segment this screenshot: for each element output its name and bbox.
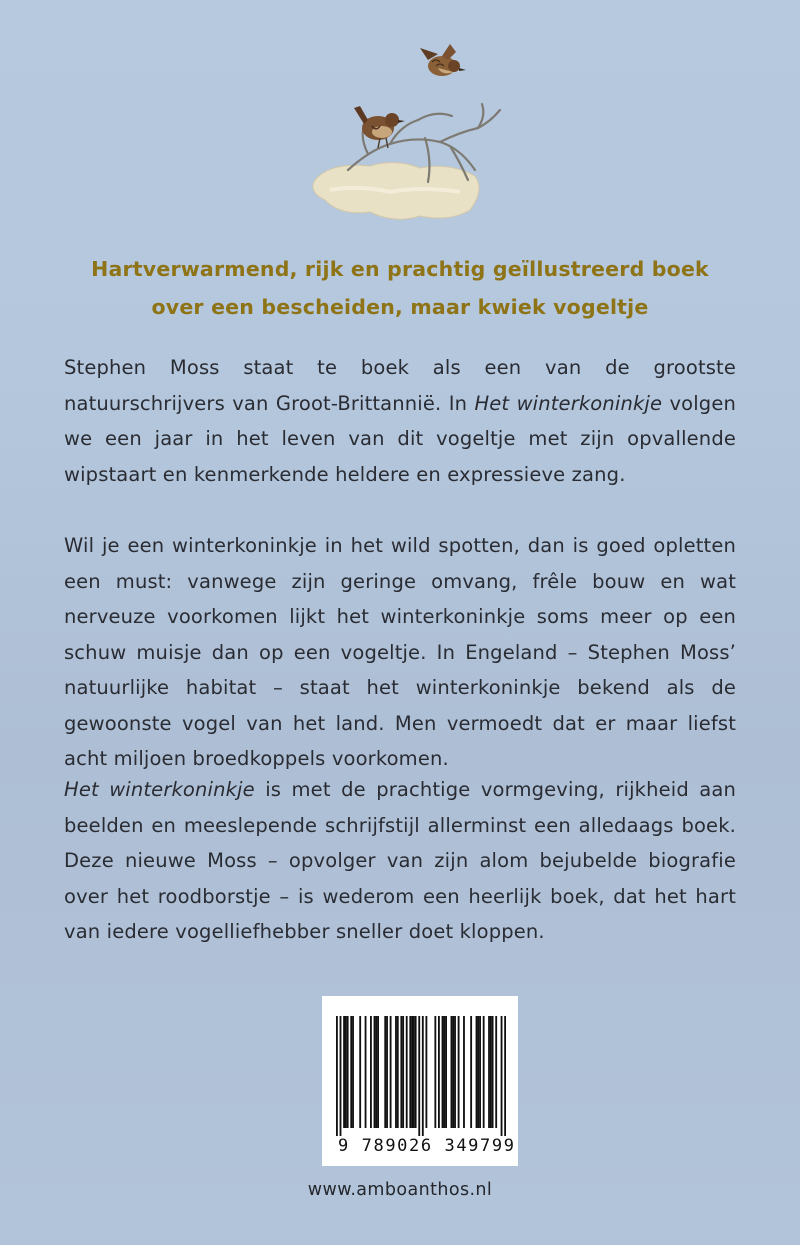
barcode-bar xyxy=(495,1016,497,1128)
barcode-bars xyxy=(336,1016,506,1136)
barcode-bar xyxy=(359,1016,361,1128)
barcode-bar xyxy=(501,1016,503,1136)
tagline-line-1: Hartverwarmend, rijk en prachtig geïllustreerd boek xyxy=(91,257,709,281)
barcode-bar xyxy=(490,1016,492,1128)
barcode-bar xyxy=(470,1016,472,1128)
paragraph-1 xyxy=(64,350,736,492)
paragraph-2 xyxy=(64,528,736,777)
barcode-bar xyxy=(442,1016,444,1128)
barcode xyxy=(322,996,518,1166)
barcode-bar xyxy=(377,1016,379,1128)
barcode-bar xyxy=(350,1016,352,1128)
barcode-bar xyxy=(397,1016,399,1128)
wren-flying xyxy=(420,44,466,76)
barcode-bar xyxy=(384,1016,386,1128)
tagline xyxy=(0,250,800,326)
barcode-bar xyxy=(347,1016,349,1128)
barcode-bar xyxy=(402,1016,404,1128)
paragraph-1-part-1: Stephen Moss staat te boek als een van de grootste natuurschrijvers van Groot-Brittannië. In xyxy=(64,356,736,415)
barcode-bar xyxy=(406,1016,408,1128)
barcode-bar xyxy=(422,1016,424,1136)
barcode-bar xyxy=(479,1016,481,1128)
barcode-bar xyxy=(443,1016,445,1128)
barcode-bar xyxy=(375,1016,377,1128)
wren-illustration-svg xyxy=(300,40,520,230)
publisher-website: www.amboanthos.nl xyxy=(307,1180,493,1200)
barcode-bar xyxy=(395,1016,397,1128)
barcode-bar xyxy=(365,1016,367,1128)
barcode-digits: 9 789026 349799 xyxy=(338,1136,516,1156)
paragraph-1-part-2: volgen we een jaar in het leven van dit vogeltje met zijn opvallende wipstaart en kenmerkende heldere en expressieve zang. xyxy=(64,391,736,486)
barcode-bar xyxy=(445,1016,447,1128)
barcode-bar xyxy=(370,1016,372,1128)
barcode-bar xyxy=(476,1016,478,1128)
barcode-bar xyxy=(418,1016,420,1136)
barcode-bar xyxy=(336,1016,338,1136)
barcode-bar xyxy=(400,1016,402,1128)
barcode-bar xyxy=(340,1016,342,1136)
barcode-bar xyxy=(415,1016,417,1128)
barcode-bar xyxy=(454,1016,456,1128)
barcode-bar xyxy=(458,1016,460,1128)
barcode-bar xyxy=(411,1016,413,1128)
barcode-bar xyxy=(345,1016,347,1128)
barcode-bar xyxy=(452,1016,454,1128)
barcode-bar xyxy=(438,1016,440,1128)
barcode-bar xyxy=(463,1016,465,1128)
paragraph-3 xyxy=(64,772,736,950)
barcode-bar xyxy=(425,1016,427,1128)
barcode-bar xyxy=(390,1016,392,1128)
barcode-bar xyxy=(413,1016,415,1128)
tagline-line-2: over een bescheiden, maar kwiek vogeltje xyxy=(151,295,649,319)
barcode-bar xyxy=(434,1016,436,1128)
barcode-bar xyxy=(352,1016,354,1128)
barcode-bar xyxy=(488,1016,490,1128)
paragraph-2-text: Wil je een winterkoninkje in het wild spotten, dan is goed opletten een must: vanwege zijn geringe omvang, frêle bouw en wat nerveuze voorkomen lijkt het winterkoninkje soms meer op een schuw muisje dan op een vogeltje. In Engeland – Stephen Moss’ natuurlijke habitat – staat het winterkoninkje bekend als de gewoonste vogel van het land. Men vermoedt dat er maar liefst acht miljoen broedkoppels voorkomen. xyxy=(64,534,736,770)
barcode-bar xyxy=(409,1016,411,1128)
barcode-bar xyxy=(451,1016,453,1128)
barcode-bar xyxy=(483,1016,485,1128)
barcode-bar xyxy=(477,1016,479,1128)
barcode-bar xyxy=(492,1016,494,1128)
barcode-bar xyxy=(386,1016,388,1128)
paragraph-3-text: is met de prachtige vormgeving, rijkheid aan beelden en meeslepende schrijfstijl allerminst een alledaags boek. Deze nieuwe Moss – opvolger van zijn alom bejubelde biografie over het roodborstje – is wederom een heerlijk boek, dat het hart van iedere vogelliefhebber sneller doet kloppen. xyxy=(64,778,737,943)
paragraph-1-book-title: Het winterkoninkje xyxy=(474,391,663,415)
barcode-bar xyxy=(374,1016,376,1128)
wren-illustration xyxy=(300,40,520,230)
barcode-bar xyxy=(343,1016,345,1128)
barcode-bar xyxy=(504,1016,506,1136)
paragraph-3-book-title: Het winterkoninkje xyxy=(64,778,255,801)
